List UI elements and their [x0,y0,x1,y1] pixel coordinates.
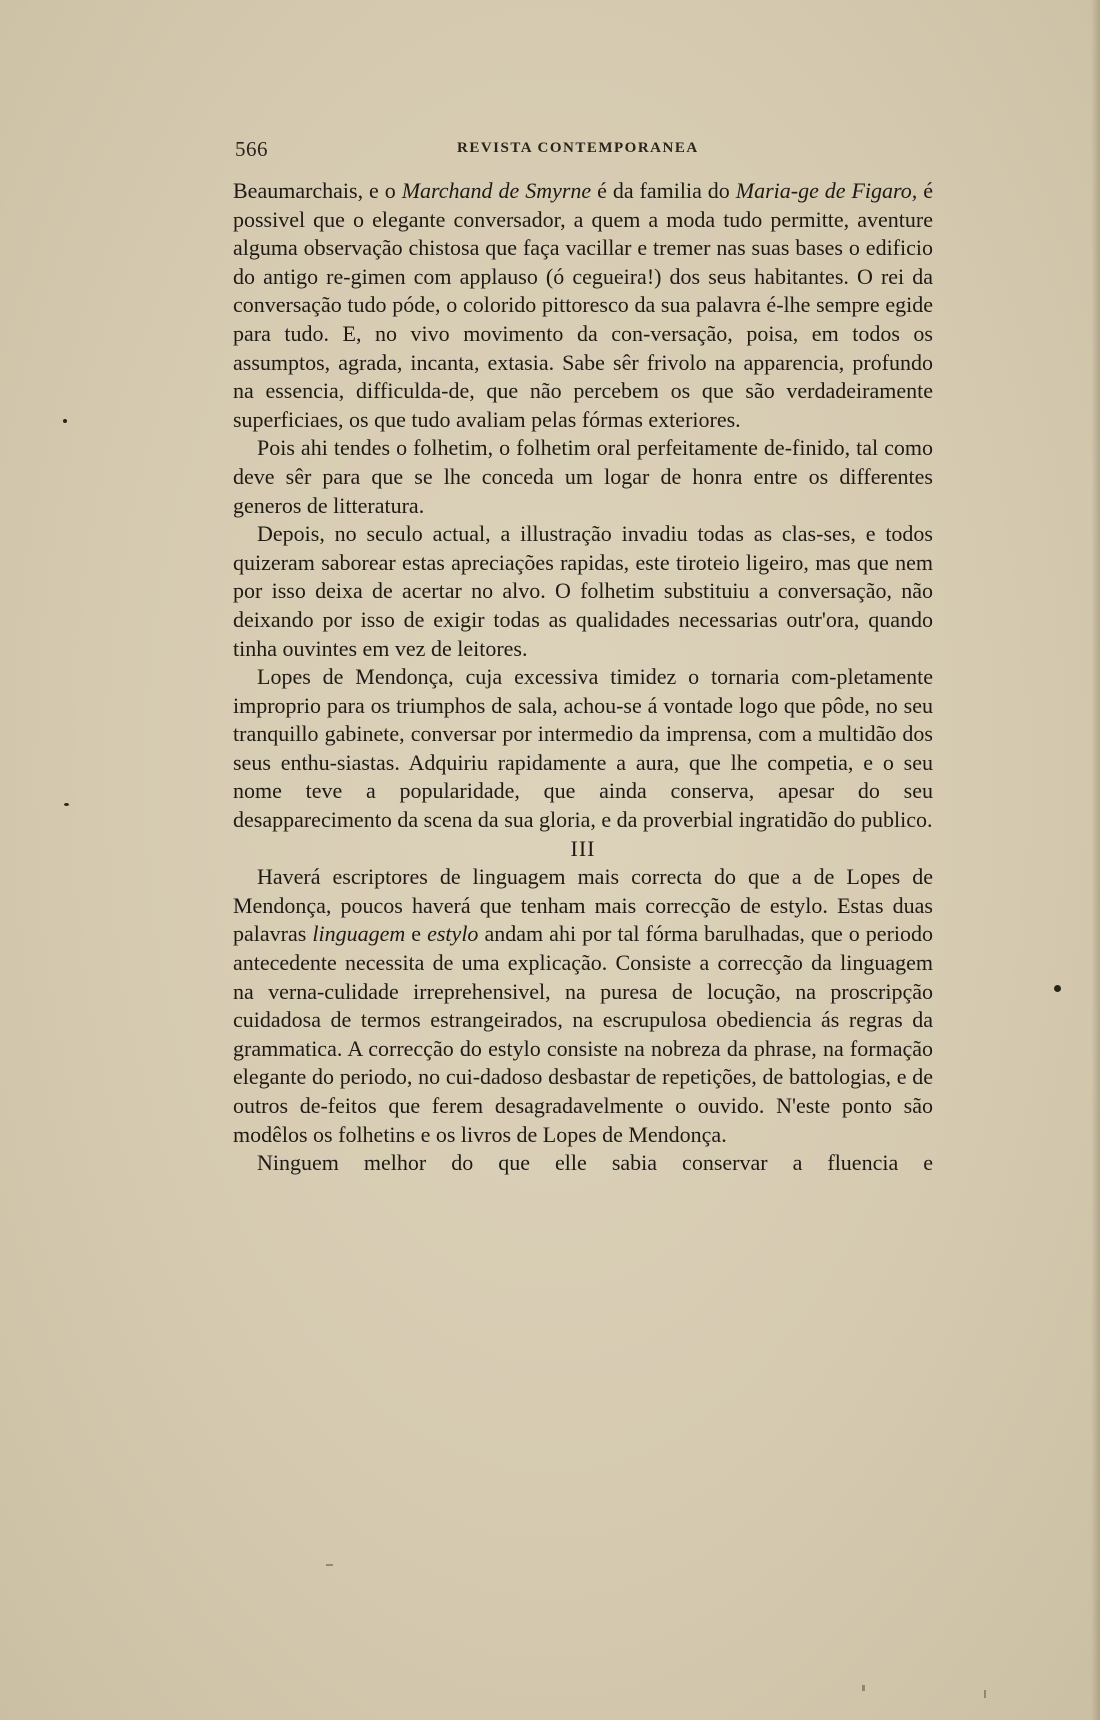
margin-mark [862,1685,865,1691]
page-number: 566 [235,137,268,161]
margin-mark [326,1564,333,1566]
paragraph: Depois, no seculo actual, a illustração invadiu todas as clas-ses, e todos quizeram saborear estas apreciações rapidas, este tiroteio ligeiro, mas que nem por isso deixa de acertar no alvo. O folhetim substituiu a conversação, não deixando por isso de exigir todas as qualidades necessarias outr'ora, quando tinha ouvintes em vez de leitores. [233,521,933,661]
paragraph: Beaumarchais, e o Marchand de Smyrne é da familia do Maria-ge de Figaro, é possivel que o elegante conversador, a quem a moda tudo permitte, aventure alguma observação chistosa que faça vacillar e tremer nas suas bases o edificio do antigo re-gimen com applauso (ó cegueira!) dos seus habitantes. O rei da conversação tudo póde, o colorido pittoresco da sua palavra é-lhe sempre egide para tudo. E, no vivo movimento da con-versação, poisa, em todos os assumptos, agrada, incanta, extasia. Sabe sêr frivolo na apparencia, profundo na essencia, difficulda-de, que não percebem os que são verdadeiramente superficiaes, os que tudo avaliam pelas fórmas exteriores. [233,178,934,432]
paragraph: Haverá escriptores de linguagem mais correcta do que a de Lopes de Mendonça, poucos haverá que tenham mais correcção de estylo. Estas duas palavras linguagem e estylo andam ahi por tal fórma barulhadas, que o periodo antecedente necessita de uma explicação. Consiste a correcção da linguagem na verna-culidade irreprehensivel, na puresa de locução, na proscripção cuidadosa de termos estrangeirados, na escrupulosa obediencia ás regras da grammatica. A correcção do estylo consiste na nobreza da phrase, na formação elegante do periodo, no cui-dadoso desbastar de repetições, de battologias, e de outros de-feitos que ferem desagradavelmente o ouvido. N'este ponto são modêlos os folhetins e os livros de Lopes de Mendonça. [233,864,934,1147]
ink-speck [63,419,67,423]
italic-term: linguagem [312,921,406,947]
italic-title: Marchand de Smyrne [401,178,592,203]
ink-speck [64,803,69,806]
italic-term: estylo [427,921,479,947]
paragraph: Ninguem melhor do que elle sabia conservar a fluencia e [257,1150,933,1176]
margin-mark [984,1690,986,1698]
page-edge-shadow [1091,0,1100,1720]
article-body [233,177,933,1178]
paragraph: Lopes de Mendonça, cuja excessiva timidez o tornaria com-pletamente improprio para os triumphos de sala, achou-se á vontade logo que pôde, no seu tranquillo gabinete, conversar por intermedio da imprensa, com a multidão dos seus enthu-siastas. Adquiriu rapidamente a aura, que lhe competia, e o seu nome teve a popularidade, que ainda conserva, apesar do seu desapparecimento da scena da sua gloria, e da proverbial ingratidão do publico. [233,664,933,833]
italic-title: Maria-ge de Figaro, [735,178,918,203]
ink-speck [1054,985,1061,992]
paragraph: Pois ahi tendes o folhetim, o folhetim oral perfeitamente de-finido, tal como deve sêr para que se lhe conceda um logar de honra entre os differentes generos de litteratura. [233,435,933,518]
section-number: III [570,835,596,861]
running-title: REVISTA CONTEMPORANEA [457,140,699,156]
page-header [235,137,935,167]
